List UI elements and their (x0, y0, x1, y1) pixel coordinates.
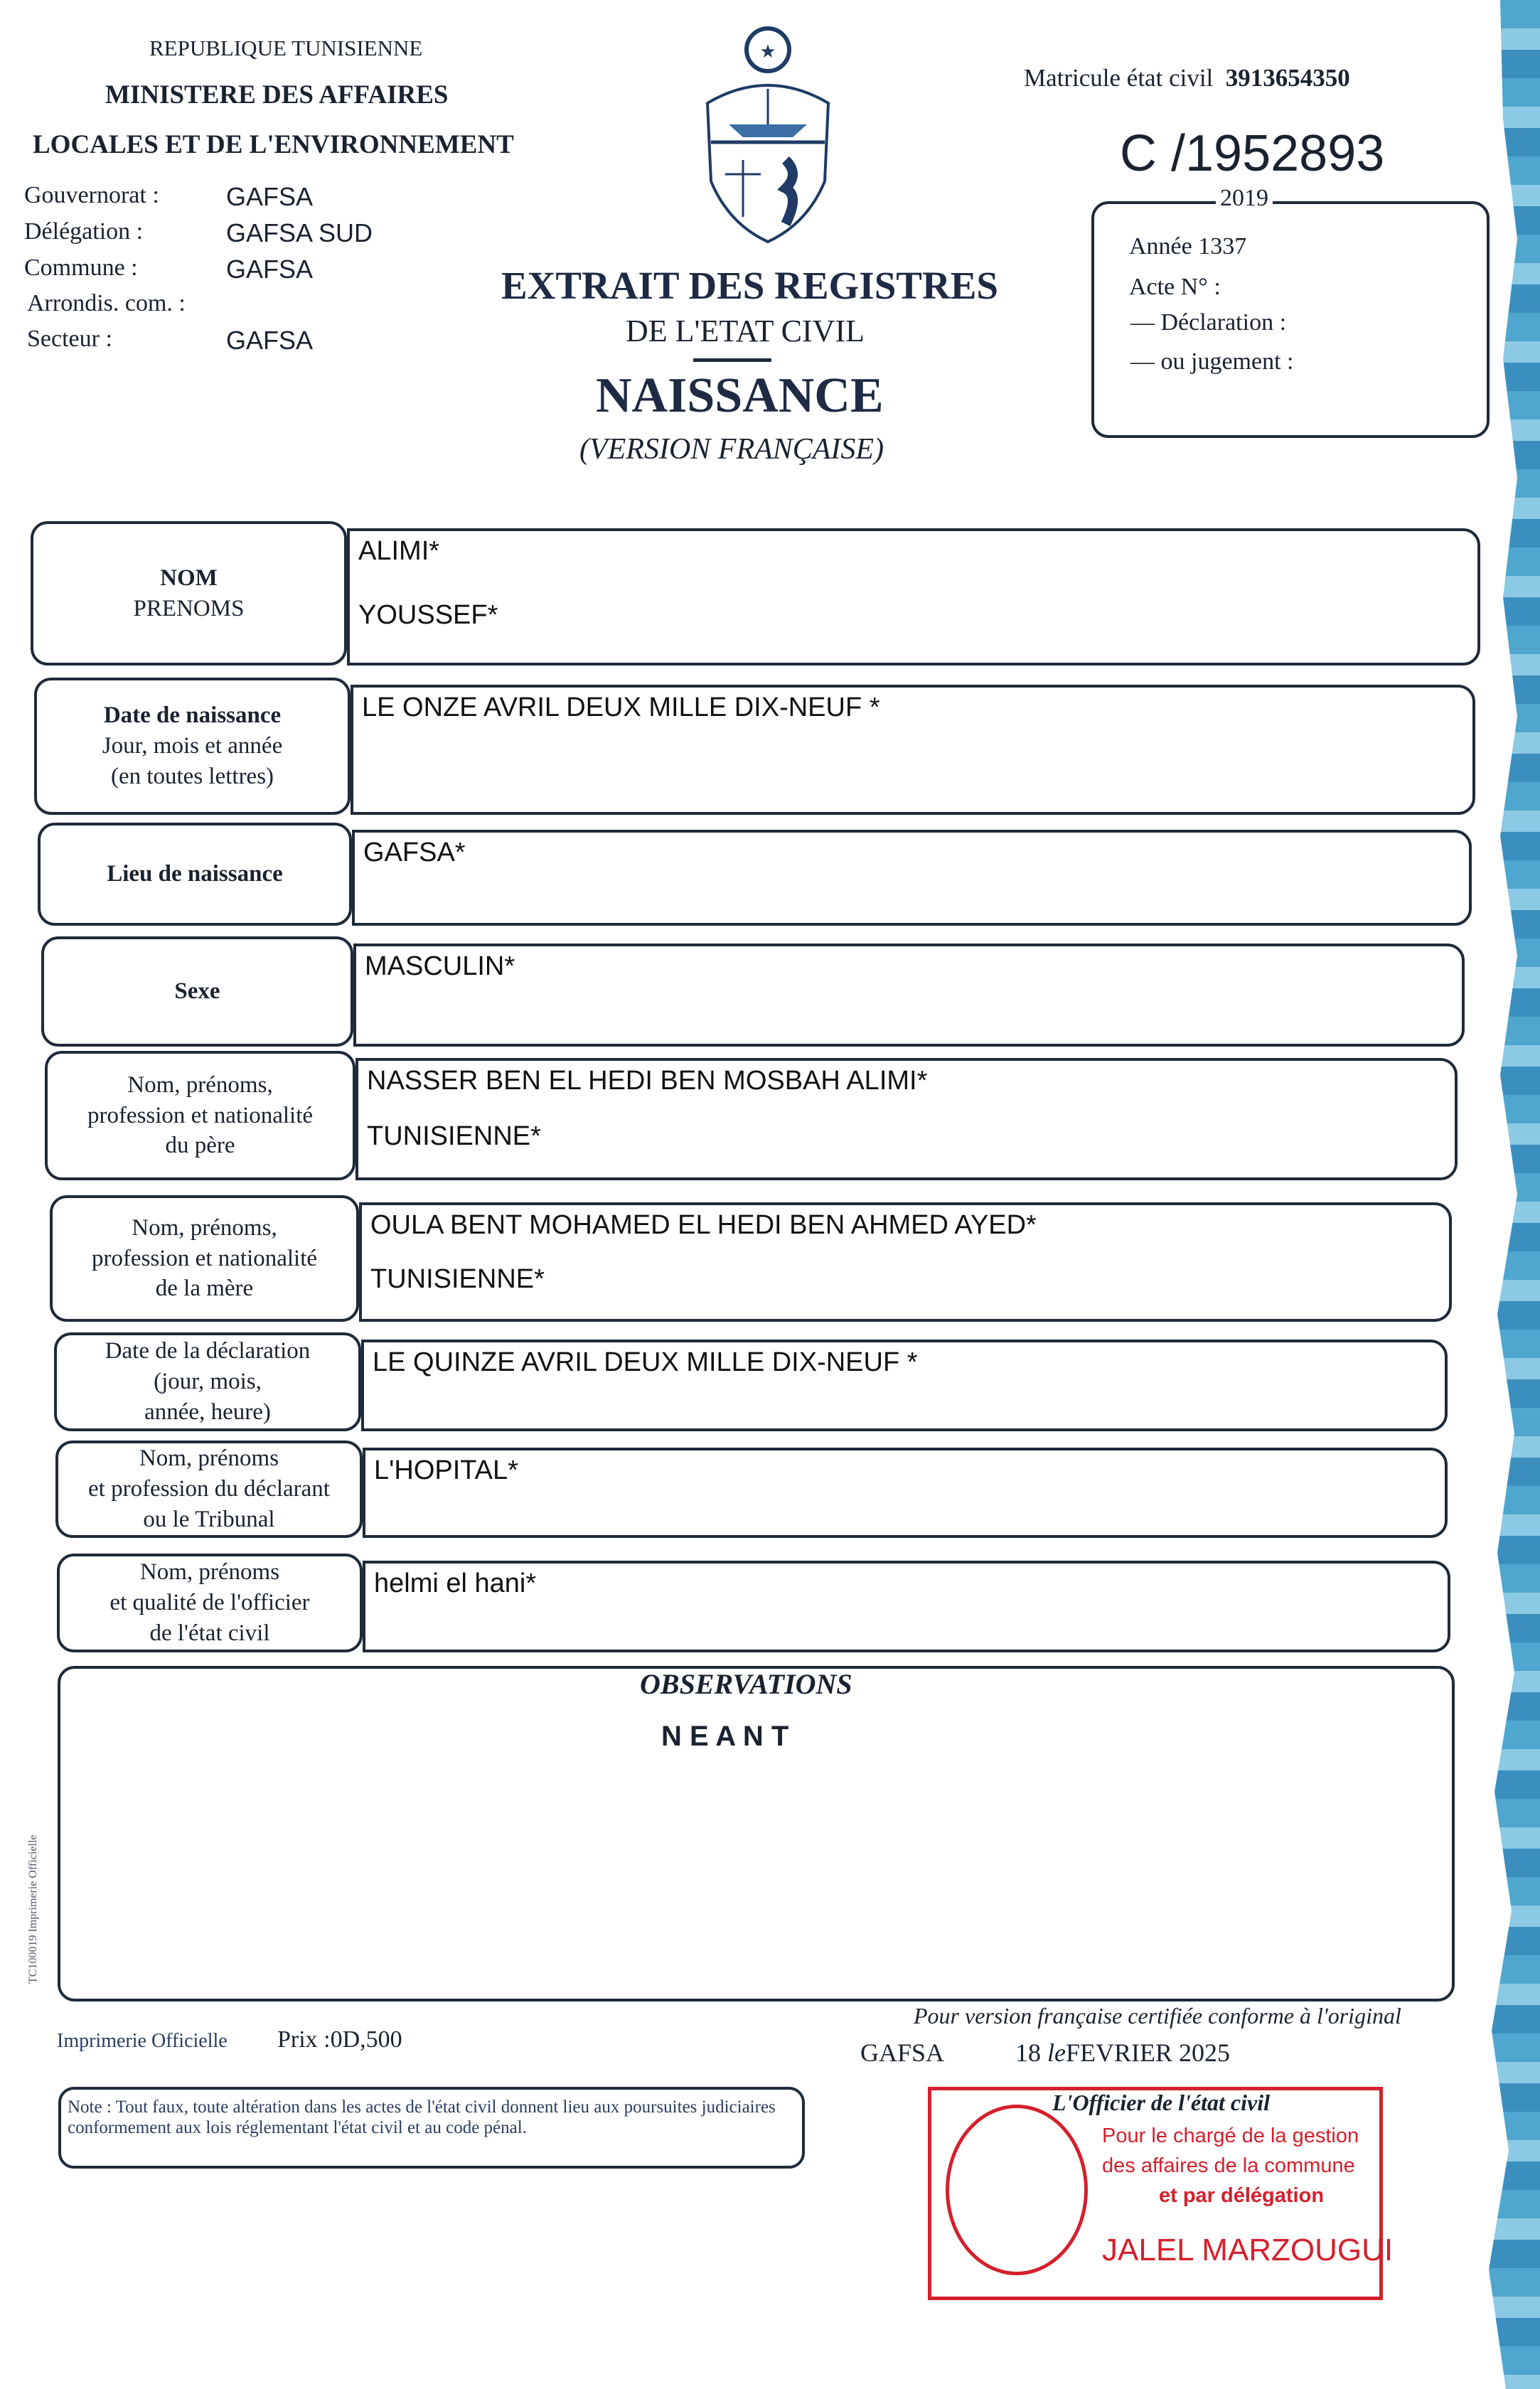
paper-edge-decoration (1483, 0, 1540, 2389)
label-line: de l'état civil (149, 1620, 270, 1646)
field-value: GAFSA (226, 255, 314, 284)
reference-number: C /1952893 (1120, 125, 1385, 182)
annee (1129, 233, 1246, 260)
label-line: Date de naissance (103, 702, 282, 729)
label-line: (jour, mois, (154, 1369, 262, 1395)
observations-box (58, 1666, 1455, 2001)
row-value-text: TUNISIENNE* (367, 1121, 541, 1152)
observations-label: OBSERVATIONS (640, 1668, 852, 1700)
declaration-label: — Déclaration : (1130, 309, 1287, 336)
row-label-nom-prenoms (31, 521, 347, 666)
row-value-text: YOUSSEF* (358, 599, 498, 630)
annee-value: 1337 (1198, 233, 1247, 260)
label-line: et profession du déclarant (88, 1476, 330, 1502)
row-value-nom-prenoms (347, 528, 1480, 666)
label-line: Nom, prénoms, (127, 1071, 273, 1098)
label-line: profession et nationalité (87, 1102, 314, 1128)
label-line: Date de la déclaration (105, 1338, 311, 1364)
label-line: Lieu de naissance (107, 861, 283, 887)
field-label: Délégation : (24, 218, 144, 245)
printer-label: Imprimerie Officielle (57, 2030, 228, 2052)
side-code: TC100019 Imprimerie Officielle (27, 1834, 39, 1984)
annee-label: Année (1129, 233, 1192, 260)
label-line: profession et nationalité (91, 1245, 318, 1271)
jugement-label: — ou jugement : (1130, 348, 1294, 375)
year-value: 2019 (1216, 186, 1273, 210)
date-rest: FEVRIER 2025 (1065, 2038, 1230, 2067)
field-value: GAFSA (226, 326, 314, 355)
officer-title: L'Officier de l'état civil (1052, 2090, 1270, 2115)
label-line: Jour, mois et année (102, 733, 283, 759)
row-value-text: helmi el hani* (374, 1568, 537, 1598)
row-value-sexe (353, 944, 1465, 1047)
coat-of-arms-emblem (700, 25, 835, 245)
label-line: de la mère (155, 1276, 254, 1302)
label-line: Nom, prénoms (139, 1445, 279, 1472)
title-line-1: EXTRAIT DES REGISTRES (501, 264, 998, 307)
label-line: année, heure) (144, 1399, 271, 1425)
row-label-date-declaration (54, 1332, 361, 1431)
ministry-line-1: MINISTERE DES AFFAIRES (105, 80, 449, 109)
date-day: 18 (1015, 2038, 1041, 2067)
field-label: Commune : (24, 255, 138, 281)
row-label-declarant (55, 1441, 363, 1538)
label-line: Sexe (174, 978, 220, 1005)
matricule-value: 3913654350 (1225, 64, 1350, 92)
label-line: Nom, prénoms, (132, 1214, 277, 1241)
stamp-seal-icon (946, 2105, 1088, 2275)
ministry-line-2: LOCALES ET DE L'ENVIRONNEMENT (33, 130, 514, 159)
row-label-pere (45, 1051, 355, 1180)
label-line: ou le Tribunal (143, 1506, 275, 1532)
acte-label: Acte N° : (1129, 274, 1221, 300)
label-line: du père (165, 1133, 235, 1159)
issue-date (1015, 2039, 1230, 2068)
row-value-text: NASSER BEN EL HEDI BEN MOSBAH ALIMI* (367, 1066, 928, 1096)
field-value: GAFSA (226, 182, 314, 211)
row-label-mere (50, 1195, 359, 1322)
row-value-text: OULA BENT MOHAMED EL HEDI BEN AHMED AYED* (370, 1210, 1037, 1240)
issue-place: GAFSA (860, 2038, 945, 2067)
matricule (1024, 64, 1350, 92)
row-value-lieu-naissance (352, 830, 1472, 926)
field-label: Arrondis. com. : (27, 290, 186, 316)
row-value-text: TUNISIENNE* (370, 1263, 545, 1294)
svg-text:★: ★ (759, 41, 776, 62)
republic-label: REPUBLIQUE TUNISIENNE (149, 36, 423, 60)
field-value: GAFSA SUD (226, 218, 373, 247)
label-line: PRENOMS (133, 595, 245, 621)
row-value-declarant (363, 1448, 1448, 1538)
row-value-text: MASCULIN* (365, 951, 515, 981)
label-line: (en toutes lettres) (110, 763, 274, 789)
row-label-officier (57, 1554, 363, 1652)
label-line: et qualité de l'officier (109, 1590, 310, 1616)
row-label-lieu-naissance (38, 823, 352, 926)
title-divider (693, 358, 771, 362)
row-label-sexe (41, 936, 353, 1047)
stamp-line-2: des affaires de la commune (1102, 2154, 1355, 2177)
field-label: Secteur : (27, 326, 112, 352)
document-type: NAISSANCE (596, 368, 884, 423)
row-value-text: LE QUINZE AVRIL DEUX MILLE DIX-NEUF * (373, 1347, 918, 1377)
price-label: Prix :0D,500 (277, 2026, 402, 2053)
stamp-line-1: Pour le chargé de la gestion (1102, 2125, 1359, 2147)
date-le: le (1047, 2038, 1066, 2067)
label-line: Nom, prénoms (139, 1559, 280, 1586)
certified-label: Pour version française certifiée conforme à l'original (914, 2003, 1401, 2029)
stamp-line-3: et par délégation (1159, 2184, 1325, 2207)
row-value-text: LE ONZE AVRIL DEUX MILLE DIX-NEUF * (362, 693, 880, 722)
row-value-text: ALIMI* (358, 536, 440, 566)
official-stamp (928, 2087, 1394, 2300)
row-value-text: GAFSA* (363, 838, 466, 867)
label-line: NOM (160, 565, 218, 591)
stamp-officer-name: JALEL MARZOUGUI (1102, 2233, 1394, 2267)
observations-value: N E A N T (661, 1721, 789, 1752)
title-line-2: DE L'ETAT CIVIL (626, 314, 865, 348)
legal-note: Note : Tout faux, toute altération dans les actes de l'état civil donnent lieu aux poursuites judiciaires conformement aux lois réglementant l'état civil et au code pénal. (68, 2097, 776, 2137)
field-label: Gouvernorat : (24, 182, 159, 208)
version-label: (VERSION FRANÇAISE) (579, 433, 884, 466)
row-value-text: L'HOPITAL* (374, 1455, 518, 1485)
row-label-date-naissance (34, 678, 351, 815)
matricule-label: Matricule état civil (1024, 64, 1214, 92)
